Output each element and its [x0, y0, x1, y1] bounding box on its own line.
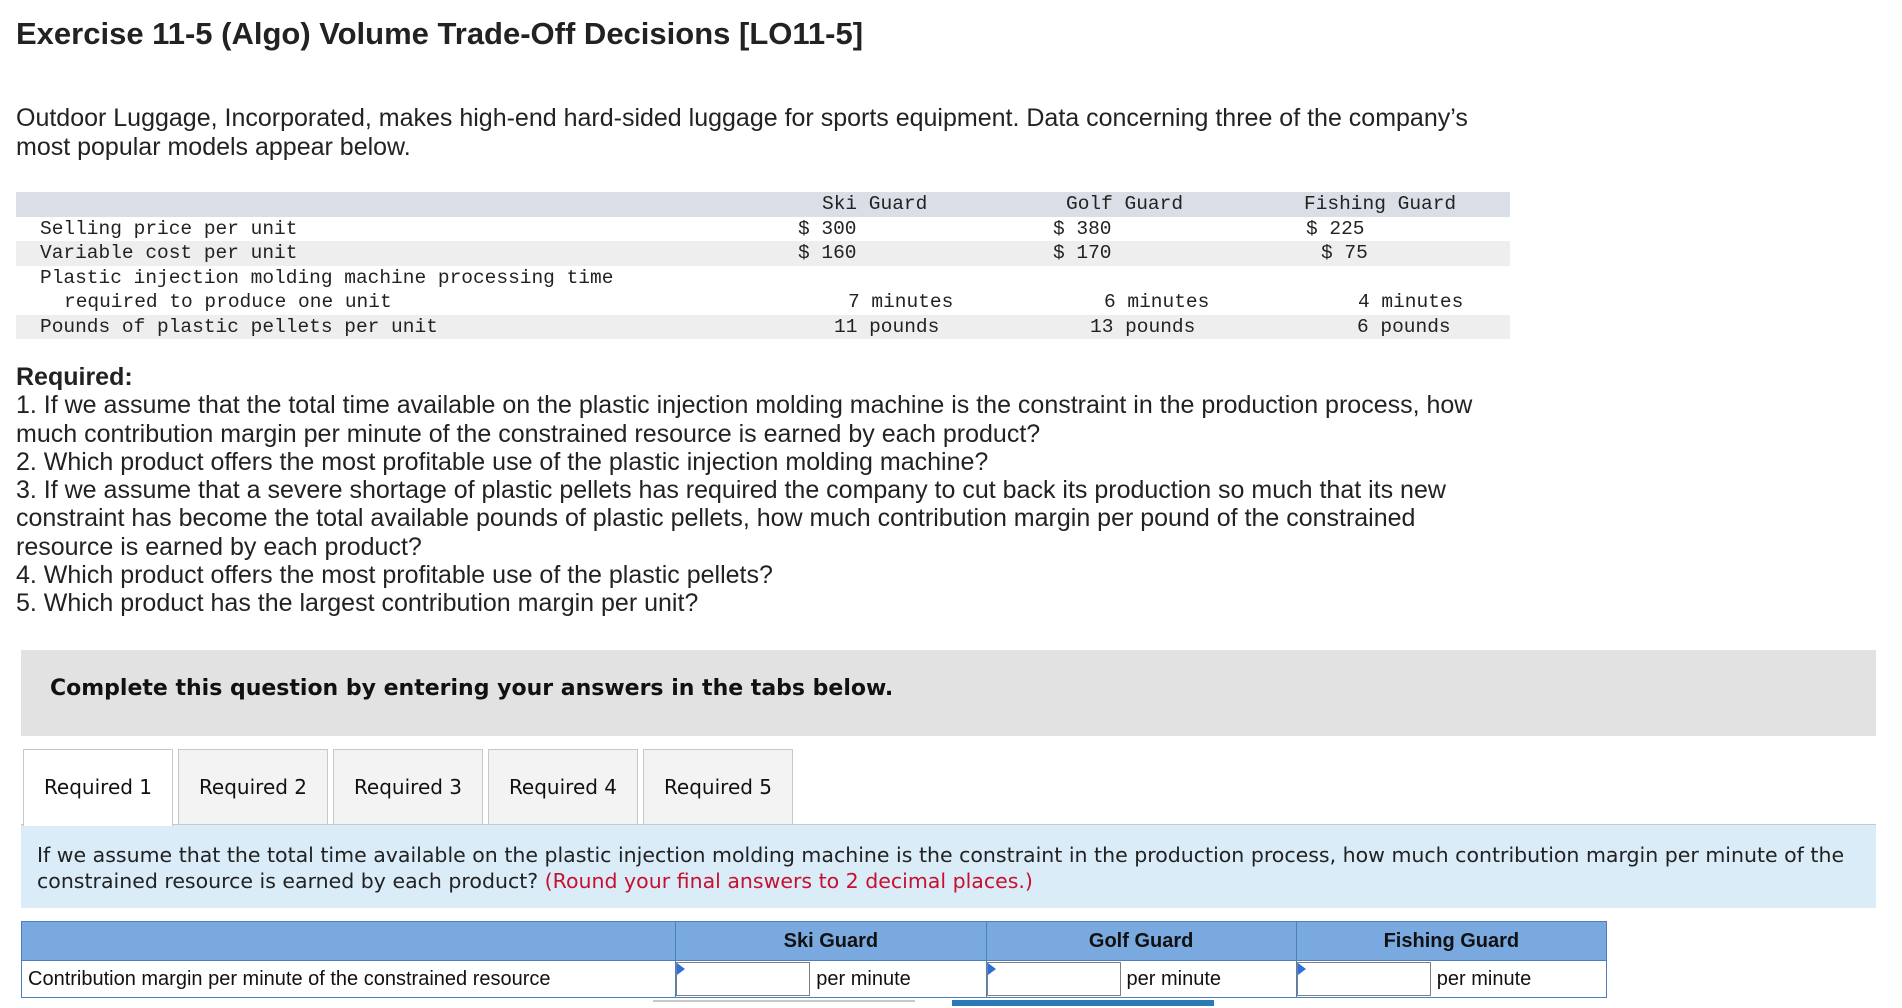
header-ski-guard: Ski Guard — [822, 193, 928, 215]
label-machine-time-line1: Plastic injection molding machine processing time — [40, 266, 614, 289]
intro-paragraph: Outdoor Luggage, Incorporated, makes high-end hard-sided luggage for sports equipment. Data concerning three of the company’s most popular models appear below. — [16, 104, 1468, 161]
row-selling-price — [16, 217, 1510, 242]
variable-cost-fishing: $ 75 — [1321, 242, 1368, 264]
required-item-5: 5. Which product has the largest contribution margin per unit? — [16, 589, 699, 618]
required-heading: Required: — [16, 363, 133, 391]
ski-guard-answer-input[interactable] — [676, 962, 810, 996]
pellets-fishing: 6 pounds — [1357, 315, 1451, 338]
answer-header-fishing-guard: Fishing Guard — [1296, 922, 1606, 961]
fishing-guard-cell — [1296, 961, 1606, 998]
pellets-ski: 11 pounds — [834, 315, 940, 338]
rounding-hint: (Round your final answers to 2 decimal places.) — [544, 868, 1033, 893]
required-item-2: 2. Which product offers the most profitable use of the plastic injection molding machine? — [16, 447, 989, 476]
answer-table-header — [22, 922, 1607, 961]
label-selling-price: Selling price per unit — [40, 217, 298, 240]
selling-price-golf: $ 380 — [1053, 217, 1112, 240]
required-item-1: 1. If we assume that the total time available on the plastic injection molding machine is the constraint in the production process, how much contribution margin per minute of the constrained resource is earned by each product? — [16, 391, 1473, 448]
prev-button-edge[interactable] — [653, 1000, 915, 1008]
machine-time-ski: 7 minutes — [848, 291, 954, 313]
answer-header-blank — [22, 922, 676, 961]
question-box — [21, 825, 1876, 908]
answer-row — [22, 961, 1607, 998]
row-machine-time-2 — [16, 290, 1510, 315]
row-pellets — [16, 315, 1510, 340]
ski-guard-unit: per minute — [816, 967, 911, 990]
variable-cost-ski: $ 160 — [798, 242, 857, 264]
tab-required-1[interactable]: Required 1 — [23, 749, 173, 826]
answer-header-golf-guard: Golf Guard — [986, 922, 1296, 961]
variable-cost-golf: $ 170 — [1053, 242, 1112, 264]
pellets-golf: 13 pounds — [1090, 315, 1196, 338]
next-button-edge[interactable] — [952, 1000, 1214, 1006]
data-table — [16, 192, 1510, 339]
tab-required-5[interactable]: Required 5 — [643, 749, 793, 824]
complete-prompt-box — [21, 650, 1876, 736]
required-item-4: 4. Which product offers the most profitable use of the plastic pellets? — [16, 561, 773, 590]
golf-guard-cell — [986, 961, 1296, 998]
row-variable-cost — [16, 241, 1510, 266]
fishing-guard-answer-input[interactable] — [1297, 962, 1431, 996]
answer-header-ski-guard: Ski Guard — [676, 922, 986, 961]
fishing-guard-unit: per minute — [1436, 967, 1532, 990]
golf-guard-unit: per minute — [1126, 967, 1222, 990]
answer-row-label: Contribution margin per minute of the constrained resource — [22, 961, 676, 998]
ski-guard-cell — [676, 961, 986, 998]
label-pellets: Pounds of plastic pellets per unit — [40, 315, 438, 338]
data-table-header — [16, 192, 1510, 217]
complete-prompt-text: Complete this question by entering your answers in the tabs below. — [50, 676, 894, 701]
required-item-3: 3. If we assume that a severe shortage of plastic pellets has required the company to cut back its production so much that its new constraint has become the total available pounds of plastic pellets, how much contribution margin per pound of the constrained resource is earned by each product? — [16, 476, 1446, 561]
selling-price-ski: $ 300 — [798, 217, 857, 240]
header-golf-guard: Golf Guard — [1066, 193, 1184, 215]
row-machine-time-1 — [16, 266, 1510, 291]
required-section — [16, 363, 1516, 618]
label-machine-time-line2: required to produce one unit — [64, 291, 392, 313]
golf-guard-answer-input[interactable] — [987, 962, 1121, 996]
label-variable-cost: Variable cost per unit — [40, 242, 298, 264]
header-fishing-guard: Fishing Guard — [1304, 193, 1457, 215]
tab-required-3[interactable]: Required 3 — [333, 749, 483, 824]
machine-time-golf: 6 minutes — [1104, 291, 1210, 313]
exercise-title: Exercise 11-5 (Algo) Volume Trade-Off Decisions [LO11-5] — [16, 16, 864, 51]
selling-price-fishing: $ 225 — [1306, 217, 1365, 240]
tab-required-2[interactable]: Required 2 — [178, 749, 328, 824]
question-text: If we assume that the total time available on the plastic injection molding machine is the constraint in the production process, how much contribution margin per minute of the constrained resource is earned by each product? — [37, 843, 1845, 893]
tab-required-4[interactable]: Required 4 — [488, 749, 638, 824]
answer-table — [21, 921, 1607, 998]
machine-time-fishing: 4 minutes — [1358, 291, 1464, 313]
